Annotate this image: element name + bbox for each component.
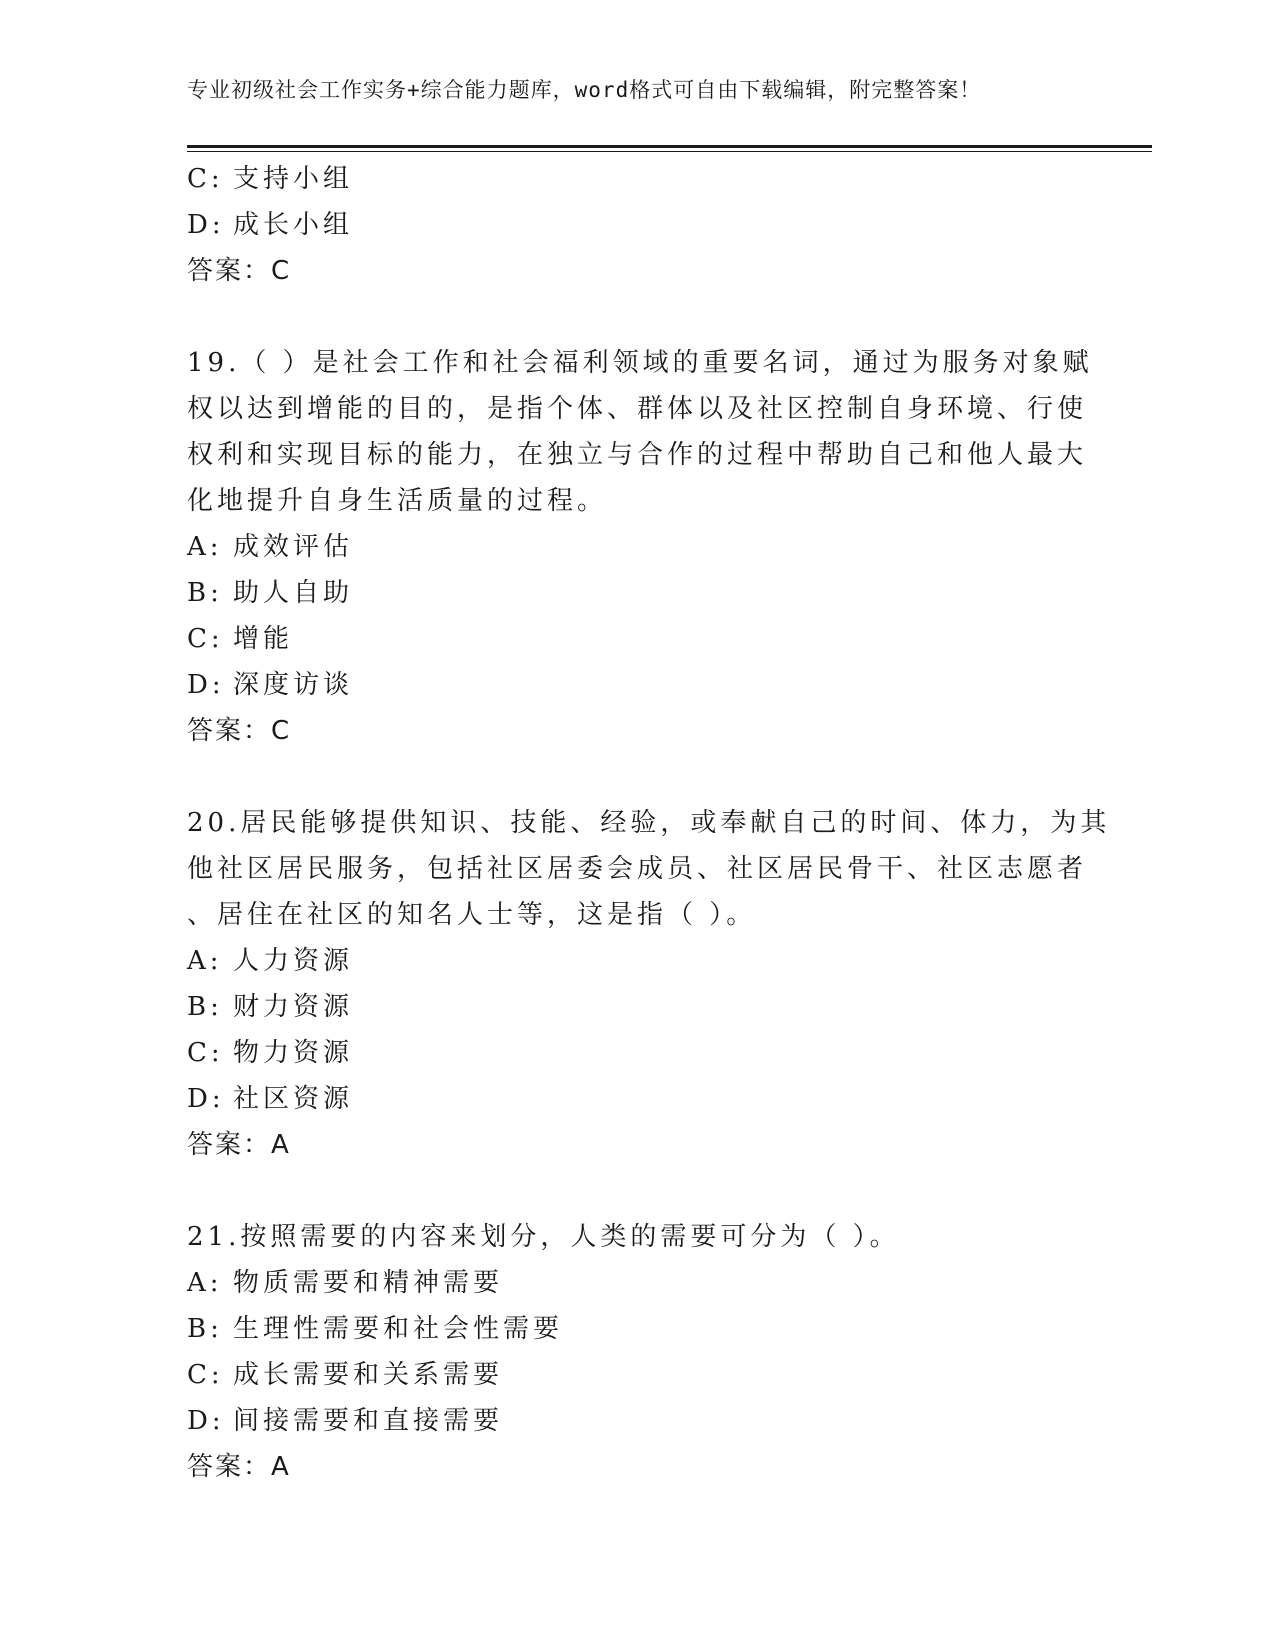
question-text-line: 他社区居民服务，包括社区居委会成员、社区居民骨干、社区志愿者 [187,854,1088,884]
question-text-line: 19.（ ）是社会工作和社会福利领域的重要名词，通过为服务对象赋 [187,348,1093,378]
spacer [187,294,1067,340]
question-20 [187,800,1111,1168]
option-c: C: 物力资源 [187,1038,354,1068]
answer-line: 答案：C [187,256,292,286]
header-rule-thin [187,151,1152,152]
answer-line: 答案：A [187,1130,291,1160]
option-c: C: 增能 [187,624,294,654]
option-c: C: 成长需要和关系需要 [187,1360,504,1390]
option-c: C: 支持小组 [187,164,354,194]
answer-line: 答案：C [187,716,292,746]
option-a: A: 物质需要和精神需要 [187,1268,504,1298]
page-header: 专业初级社会工作实务+综合能力题库，word格式可自由下载编辑，附完整答案！ [187,78,982,102]
question-text-line: 权利和实现目标的能力，在独立与合作的过程中帮助自己和他人最大 [187,440,1088,470]
option-a: A: 成效评估 [187,532,354,562]
option-a: A: 人力资源 [187,946,354,976]
option-d: D: 成长小组 [187,210,354,240]
option-d: D: 社区资源 [187,1084,354,1114]
question-content [187,156,1111,1490]
answer-line: 答案：A [187,1452,291,1482]
question-21 [187,1214,1067,1490]
header-rule-thick [187,145,1152,148]
spacer [187,754,1067,800]
question-text-line: 、居住在社区的知名人士等，这是指（ ）。 [187,900,757,930]
question-text-line: 权以达到增能的目的，是指个体、群体以及社区控制自身环境、行使 [187,394,1088,424]
spacer [187,1168,1067,1214]
option-d: D: 间接需要和直接需要 [187,1406,504,1436]
prev-question-block [187,156,1067,294]
question-text-line: 21.按照需要的内容来划分，人类的需要可分为（ ）。 [187,1222,900,1252]
option-b: B: 助人自助 [187,578,354,608]
question-text-line: 20.居民能够提供知识、技能、经验，或奉献自己的时间、体力，为其 [187,808,1111,838]
question-text-line: 化地提升自身生活质量的过程。 [187,486,608,516]
question-19 [187,340,1093,754]
option-b: B: 财力资源 [187,992,354,1022]
option-b: B: 生理性需要和社会性需要 [187,1314,564,1344]
option-d: D: 深度访谈 [187,670,354,700]
